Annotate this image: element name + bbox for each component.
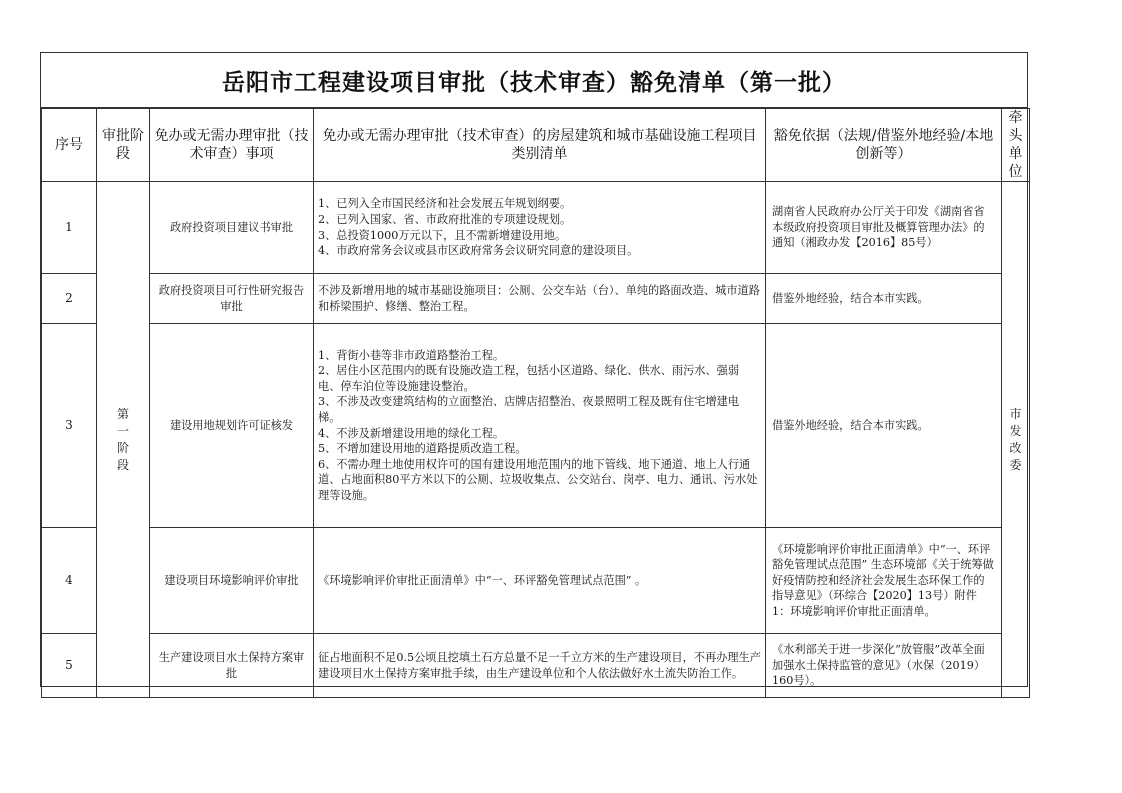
scope-line: 4、不涉及新增建设用地的绿化工程。 <box>318 426 505 440</box>
scope-line: 《环境影响评价审批正面清单》中“一、环评豁免管理试点范围” 。 <box>318 573 647 587</box>
row-item: 生产建设项目水土保持方案审批 <box>150 634 314 698</box>
stage-cell <box>97 182 150 698</box>
row-scope <box>314 528 766 634</box>
row-scope <box>314 324 766 528</box>
scope-line: 2、居住小区范围内的既有设施改造工程，包括小区道路、绿化、供水、雨污水、强弱电、停车泊位等设施建设整治。 <box>318 364 740 393</box>
lead-char: 改 <box>1009 440 1022 455</box>
header-seq: 序号 <box>42 109 97 182</box>
row-basis: 借鉴外地经验，结合本市实践。 <box>766 324 1002 528</box>
table-row <box>42 634 1030 698</box>
table-row <box>42 182 1030 274</box>
row-basis: 借鉴外地经验，结合本市实践。 <box>766 274 1002 324</box>
row-basis: 《水利部关于进一步深化“放管服”改革全面加强水土保持监管的意见》（水保（2019）160号）。 <box>766 634 1002 698</box>
header-basis: 豁免依据（法规/借鉴外地经验/本地创新等） <box>766 109 1002 182</box>
stage-char: 第 <box>116 406 129 421</box>
row-seq: 1 <box>42 182 97 274</box>
scope-line: 3、不涉及改变建筑结构的立面整治、店牌店招整治、夜景照明工程及既有住宅增建电梯。 <box>318 395 740 424</box>
scope-line: 不涉及新增用地的城市基础设施项目：公厕、公交车站（台）、单纯的路面改造、城市道路和桥梁围护、修缮、整治工程。 <box>318 283 760 313</box>
document-title: 岳阳市工程建设项目审批（技术审查）豁免清单（第一批） <box>41 53 1027 108</box>
scope-line: 6、不需办理土地使用权许可的国有建设用地范围内的地下管线、地下通道、地上人行通道、占地面积80平方米以下的公厕、垃圾收集点、公交站台、岗亭、电力、通讯、污水处理等设施。 <box>318 457 758 502</box>
scope-line: 3、总投资1000万元以下，且不需新增建设用地。 <box>318 228 567 242</box>
scope-line: 征占地面积不足0.5公顷且挖填土石方总量不足一千立方米的生产建设项目，不再办理生产建设项目水土保持方案审批手续，由生产建设单位和个人依法做好水土流失防治工作。 <box>318 650 761 680</box>
row-item: 建设项目环境影响评价审批 <box>150 528 314 634</box>
header-row <box>42 109 1030 182</box>
scope-line: 5、不增加建设用地的道路提质改造工程。 <box>318 442 527 456</box>
header-scope: 免办或无需办理审批（技术审查）的房屋建筑和城市基础设施工程项目类别清单 <box>314 109 766 182</box>
row-seq: 5 <box>42 634 97 698</box>
exemption-table <box>41 108 1030 698</box>
table-row <box>42 274 1030 324</box>
row-basis: 湖南省人民政府办公厅关于印发《湖南省省本级政府投资项目审批及概算管理办法》的通知（湘政办发【2016】85号） <box>766 182 1002 274</box>
row-scope <box>314 634 766 698</box>
header-item: 免办或无需办理审批（技术审查）事项 <box>150 109 314 182</box>
document-page <box>40 52 1028 687</box>
stage-char: 一 <box>116 423 129 438</box>
table-row <box>42 528 1030 634</box>
row-scope <box>314 274 766 324</box>
stage-char: 阶 <box>116 440 129 455</box>
scope-line: 4、市政府常务会议或县市区政府常务会议研究同意的建设项目。 <box>318 244 639 258</box>
lead-char: 委 <box>1009 457 1022 472</box>
scope-line: 2、已列入国家、省、市政府批准的专项建设规划。 <box>318 212 572 226</box>
row-item: 政府投资项目建议书审批 <box>150 182 314 274</box>
stage-char: 段 <box>116 457 129 472</box>
row-seq: 3 <box>42 324 97 528</box>
scope-line: 1、已列入全市国民经济和社会发展五年规划纲要。 <box>318 197 572 211</box>
row-basis: 《环境影响评价审批正面清单》中“一、环评豁免管理试点范围” 生态环境部《关于统筹做好疫情防控和经济社会发展生态环保工作的指导意见》（环综合【2020】13号）附件1：环境影响评价审批正面清单。 <box>766 528 1002 634</box>
row-scope <box>314 182 766 274</box>
row-seq: 4 <box>42 528 97 634</box>
row-seq: 2 <box>42 274 97 324</box>
lead-char: 市 <box>1009 406 1022 421</box>
row-item: 政府投资项目可行性研究报告审批 <box>150 274 314 324</box>
lead-char: 发 <box>1009 423 1022 438</box>
header-stage: 审批阶段 <box>97 109 150 182</box>
table-row <box>42 324 1030 528</box>
scope-line: 1、背街小巷等非市政道路整治工程。 <box>318 348 505 362</box>
lead-cell <box>1002 182 1030 698</box>
header-lead: 牵头单位 <box>1002 109 1030 182</box>
row-item: 建设用地规划许可证核发 <box>150 324 314 528</box>
